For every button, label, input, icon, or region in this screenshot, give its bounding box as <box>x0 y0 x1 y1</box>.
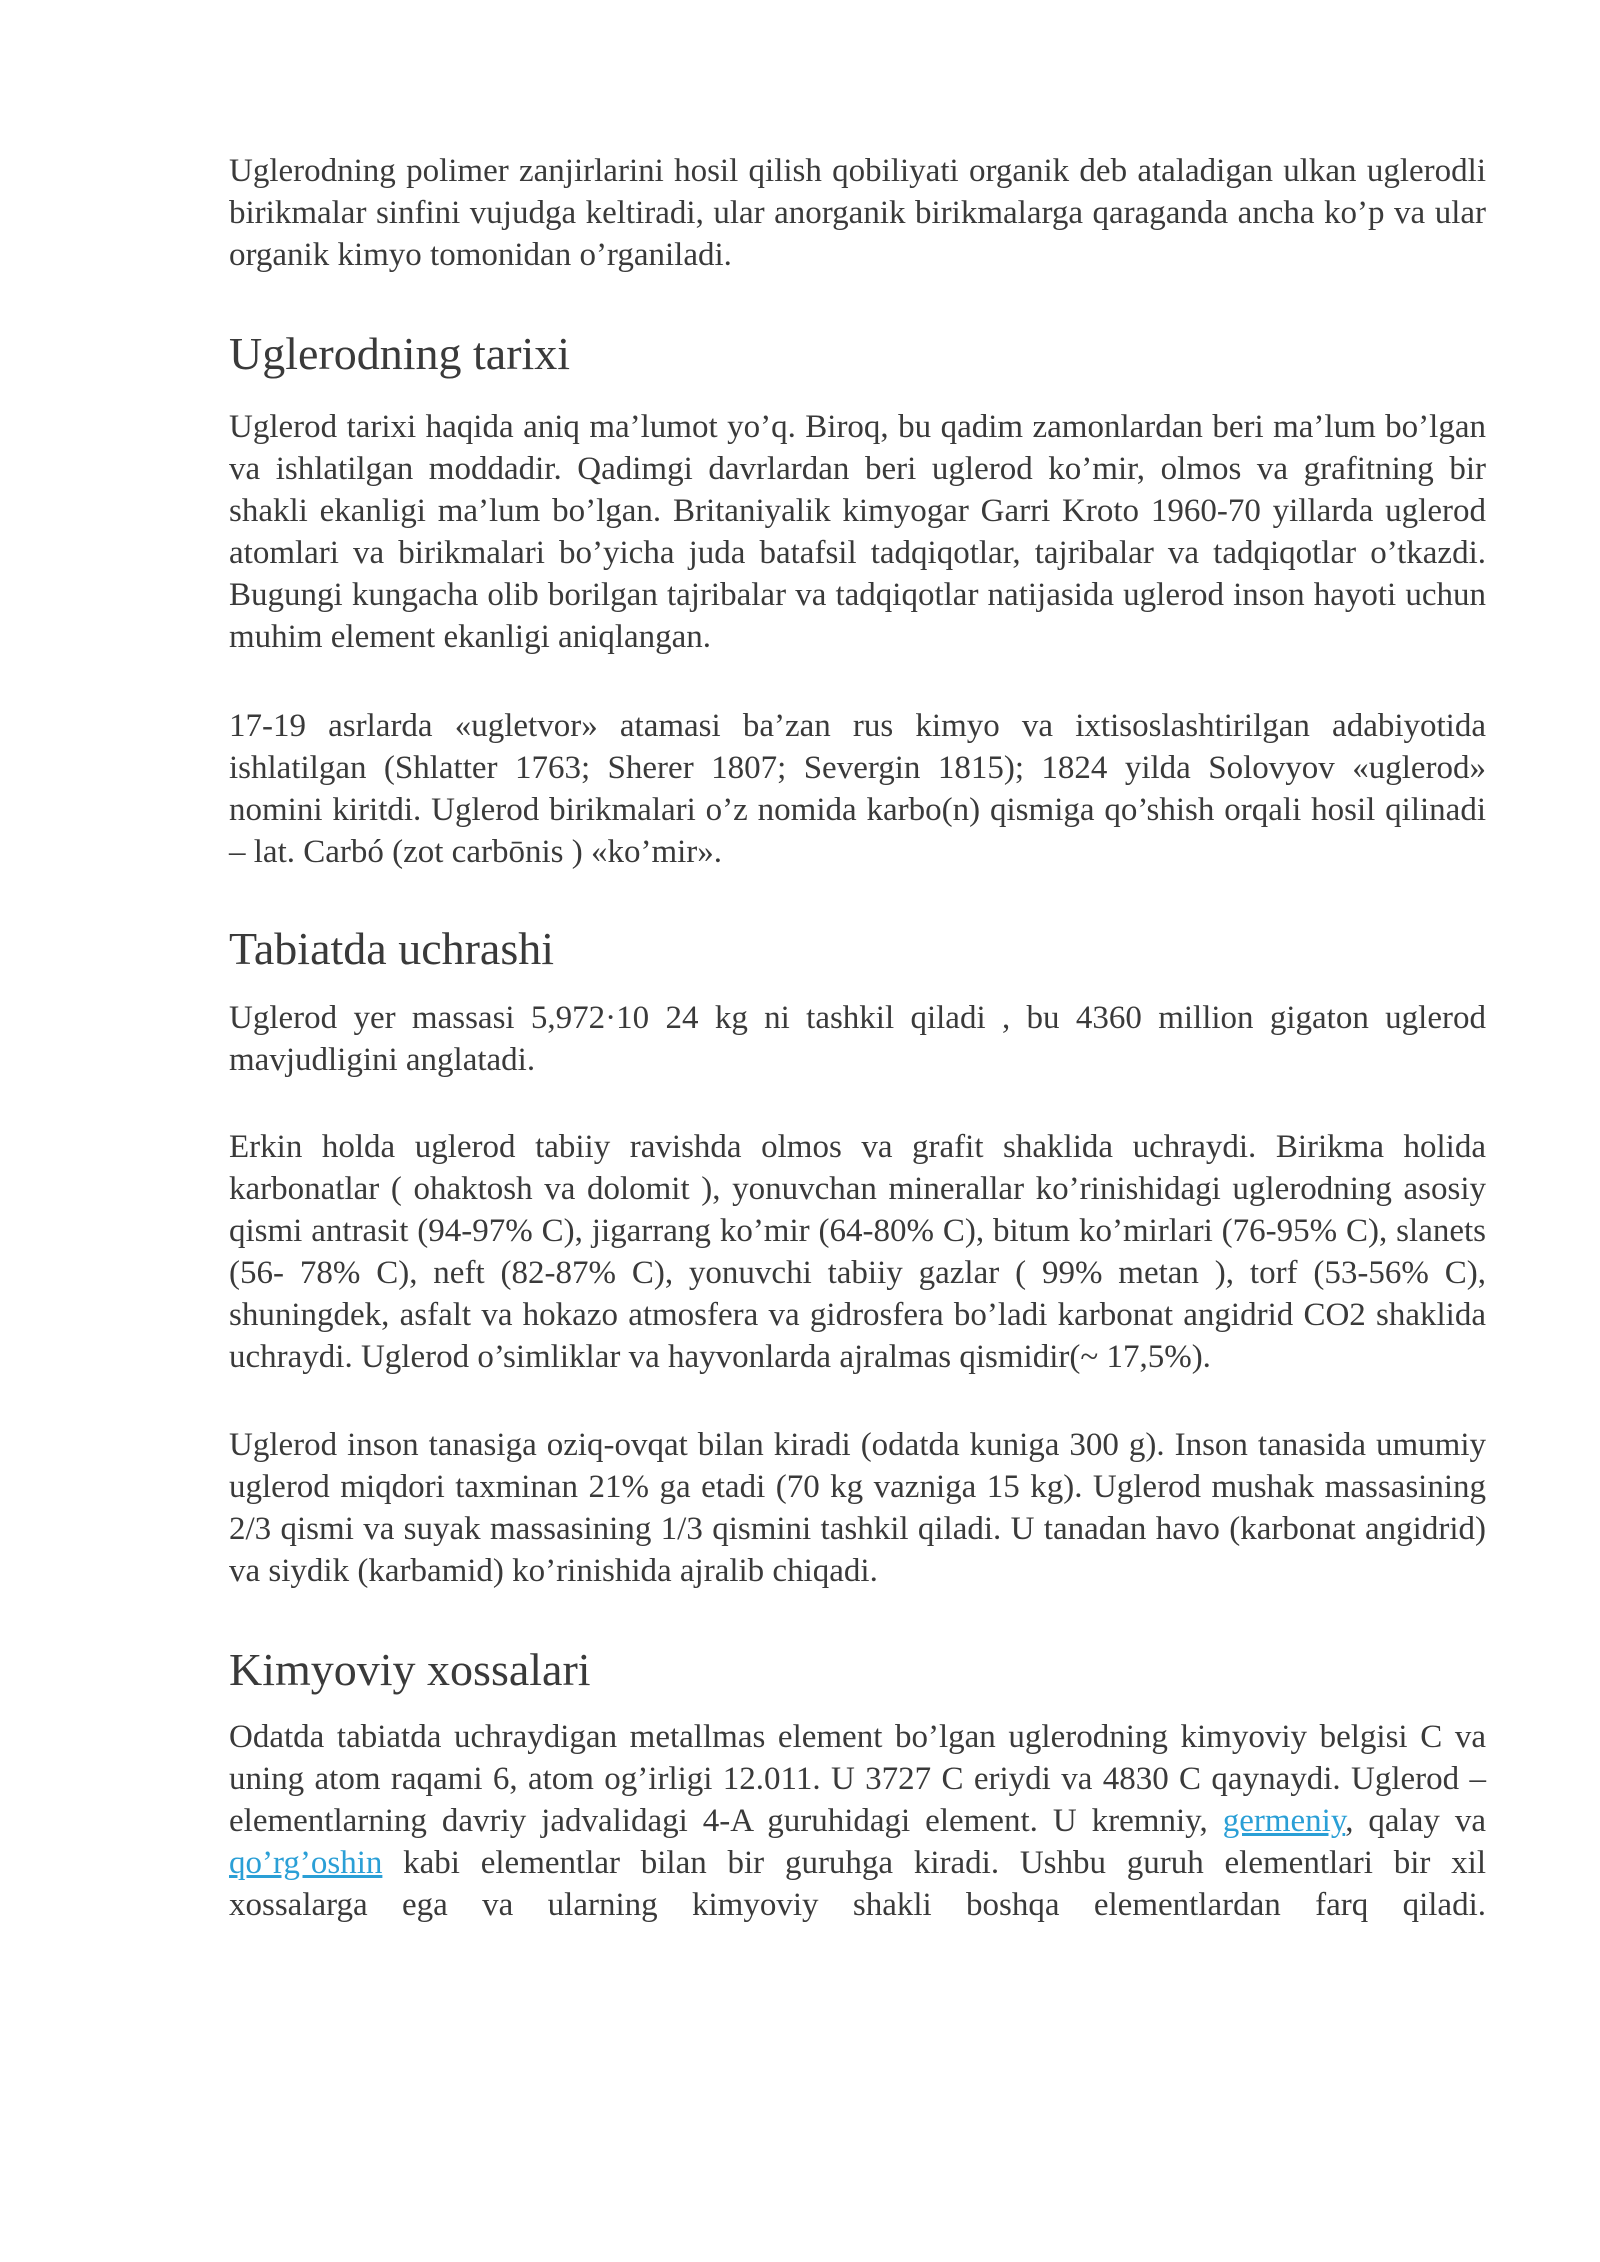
chemical-paragraph <box>229 1716 1486 1926</box>
heading-nature: Tabiatda uchrashi <box>229 923 555 974</box>
nature-paragraph-1: Uglerod yer massasi 5,972·10 24 kg ni tashkil qiladi , bu 4360 million gigaton uglerod mavjudligini anglatadi. <box>229 1000 1486 1078</box>
history-paragraph-1: Uglerod tarixi haqida aniq ma’lumot yo’q. Biroq, bu qadim zamonlardan beri ma’lum bo’lgan va ishlatilgan moddadir. Qadimgi davrlardan beri uglerod ko’mir, olmos va grafitning bir shakli ekanligi ma’lum bo’lgan. Britaniyalik kimyogar Garri Kroto 1960-70 yillarda uglerod atomlari va birikmalari bo’yicha juda batafsil tadqiqotlar, tajribalar va tadqiqotlar o’tkazdi. Bugungi kungacha olib borilgan tajribalar va tadqiqotlar natijasida uglerod inson hayoti uchun muhim element ekanligi aniqlangan. <box>229 409 1486 655</box>
nature-paragraph-2: Erkin holda uglerod tabiiy ravishda olmos va grafit shaklida uchraydi. Birikma holida karbonatlar ( ohaktosh va dolomit ), yonuvchan minerallar ko’rinishidagi uglerodning asosiy qismi antrasit (94-97% C), jigarrang ko’mir (64-80% C), bitum ko’mirlari (76-95% C), slanets (56- 78% C), neft (82-87% C), yonuvchi tabiiy gazlar ( 99% metan ), torf (53-56% C), shuningdek, asfalt va hokazo atmosfera va gidrosfera bo’ladi karbonat angidrid CO2 shaklida uchraydi. Uglerod o’simliklar va hayvonlarda ajralmas qismidir(~ 17,5%). <box>229 1129 1486 1375</box>
chemical-text-after-links: kabi elementlar bilan bir guruhga kiradi. Ushbu guruh elementlari bir xil xossalarga ega va ularning kimyoviy shakli boshqa elementlardan farq qiladi. <box>229 1845 1486 1923</box>
heading-chemical-properties: Kimyoviy xossalari <box>229 1644 591 1695</box>
nature-paragraph-3: Uglerod inson tanasiga oziq-ovqat bilan kiradi (odatda kuniga 300 g). Inson tanasida umumiy uglerod miqdori taxminan 21% ga etadi (70 kg vazniga 15 kg). Uglerod mushak massasining 2/3 qismi va suyak massasining 1/3 qismini tashkil qiladi. U tanadan havo (karbonat angidrid) va siydik (karbamid) ko’rinishida ajralib chiqadi. <box>229 1427 1486 1589</box>
link-qorgoshin[interactable]: qo’rg’oshin <box>229 1845 383 1881</box>
link-germeniy[interactable]: germeniy <box>1222 1803 1346 1839</box>
intro-paragraph: Uglerodning polimer zanjirlarini hosil qilish qobiliyati organik deb ataladigan ulkan uglerodli birikmalar sinfini vujudga keltiradi, ular anorganik birikmalarga qaraganda ancha ko’p va ular organik kimyo tomonidan o’rganiladi. <box>229 153 1486 273</box>
heading-history: Uglerodning tarixi <box>229 328 571 379</box>
chemical-text-before-links: Odatda tabiatda uchraydigan metallmas element bo’lgan uglerodning kimyoviy belgisi C va uning atom raqami 6, atom og’irligi 12.011. U 3727 C eriydi va 4830 C qaynaydi. Uglerod – elementlarning davriy jadvalidagi 4-A guruhidagi element. U kremniy, <box>229 1719 1486 1839</box>
history-paragraph-2: 17-19 asrlarda «ugletvor» atamasi ba’zan rus kimyo va ixtisoslashtirilgan adabiyotida ishlatilgan (Shlatter 1763; Sherer 1807; Severgin 1815); 1824 yilda Solovyov «uglerod» nomini kiritdi. Uglerod birikmalari o’z nomida karbo(n) qismiga qo’shish orqali hosil qilinadi – lat. Carbó (zot carbōnis ) «ko’mir». <box>229 708 1486 870</box>
chemical-text-between-links: , qalay va <box>1345 1803 1487 1839</box>
document-page <box>229 150 1486 1926</box>
